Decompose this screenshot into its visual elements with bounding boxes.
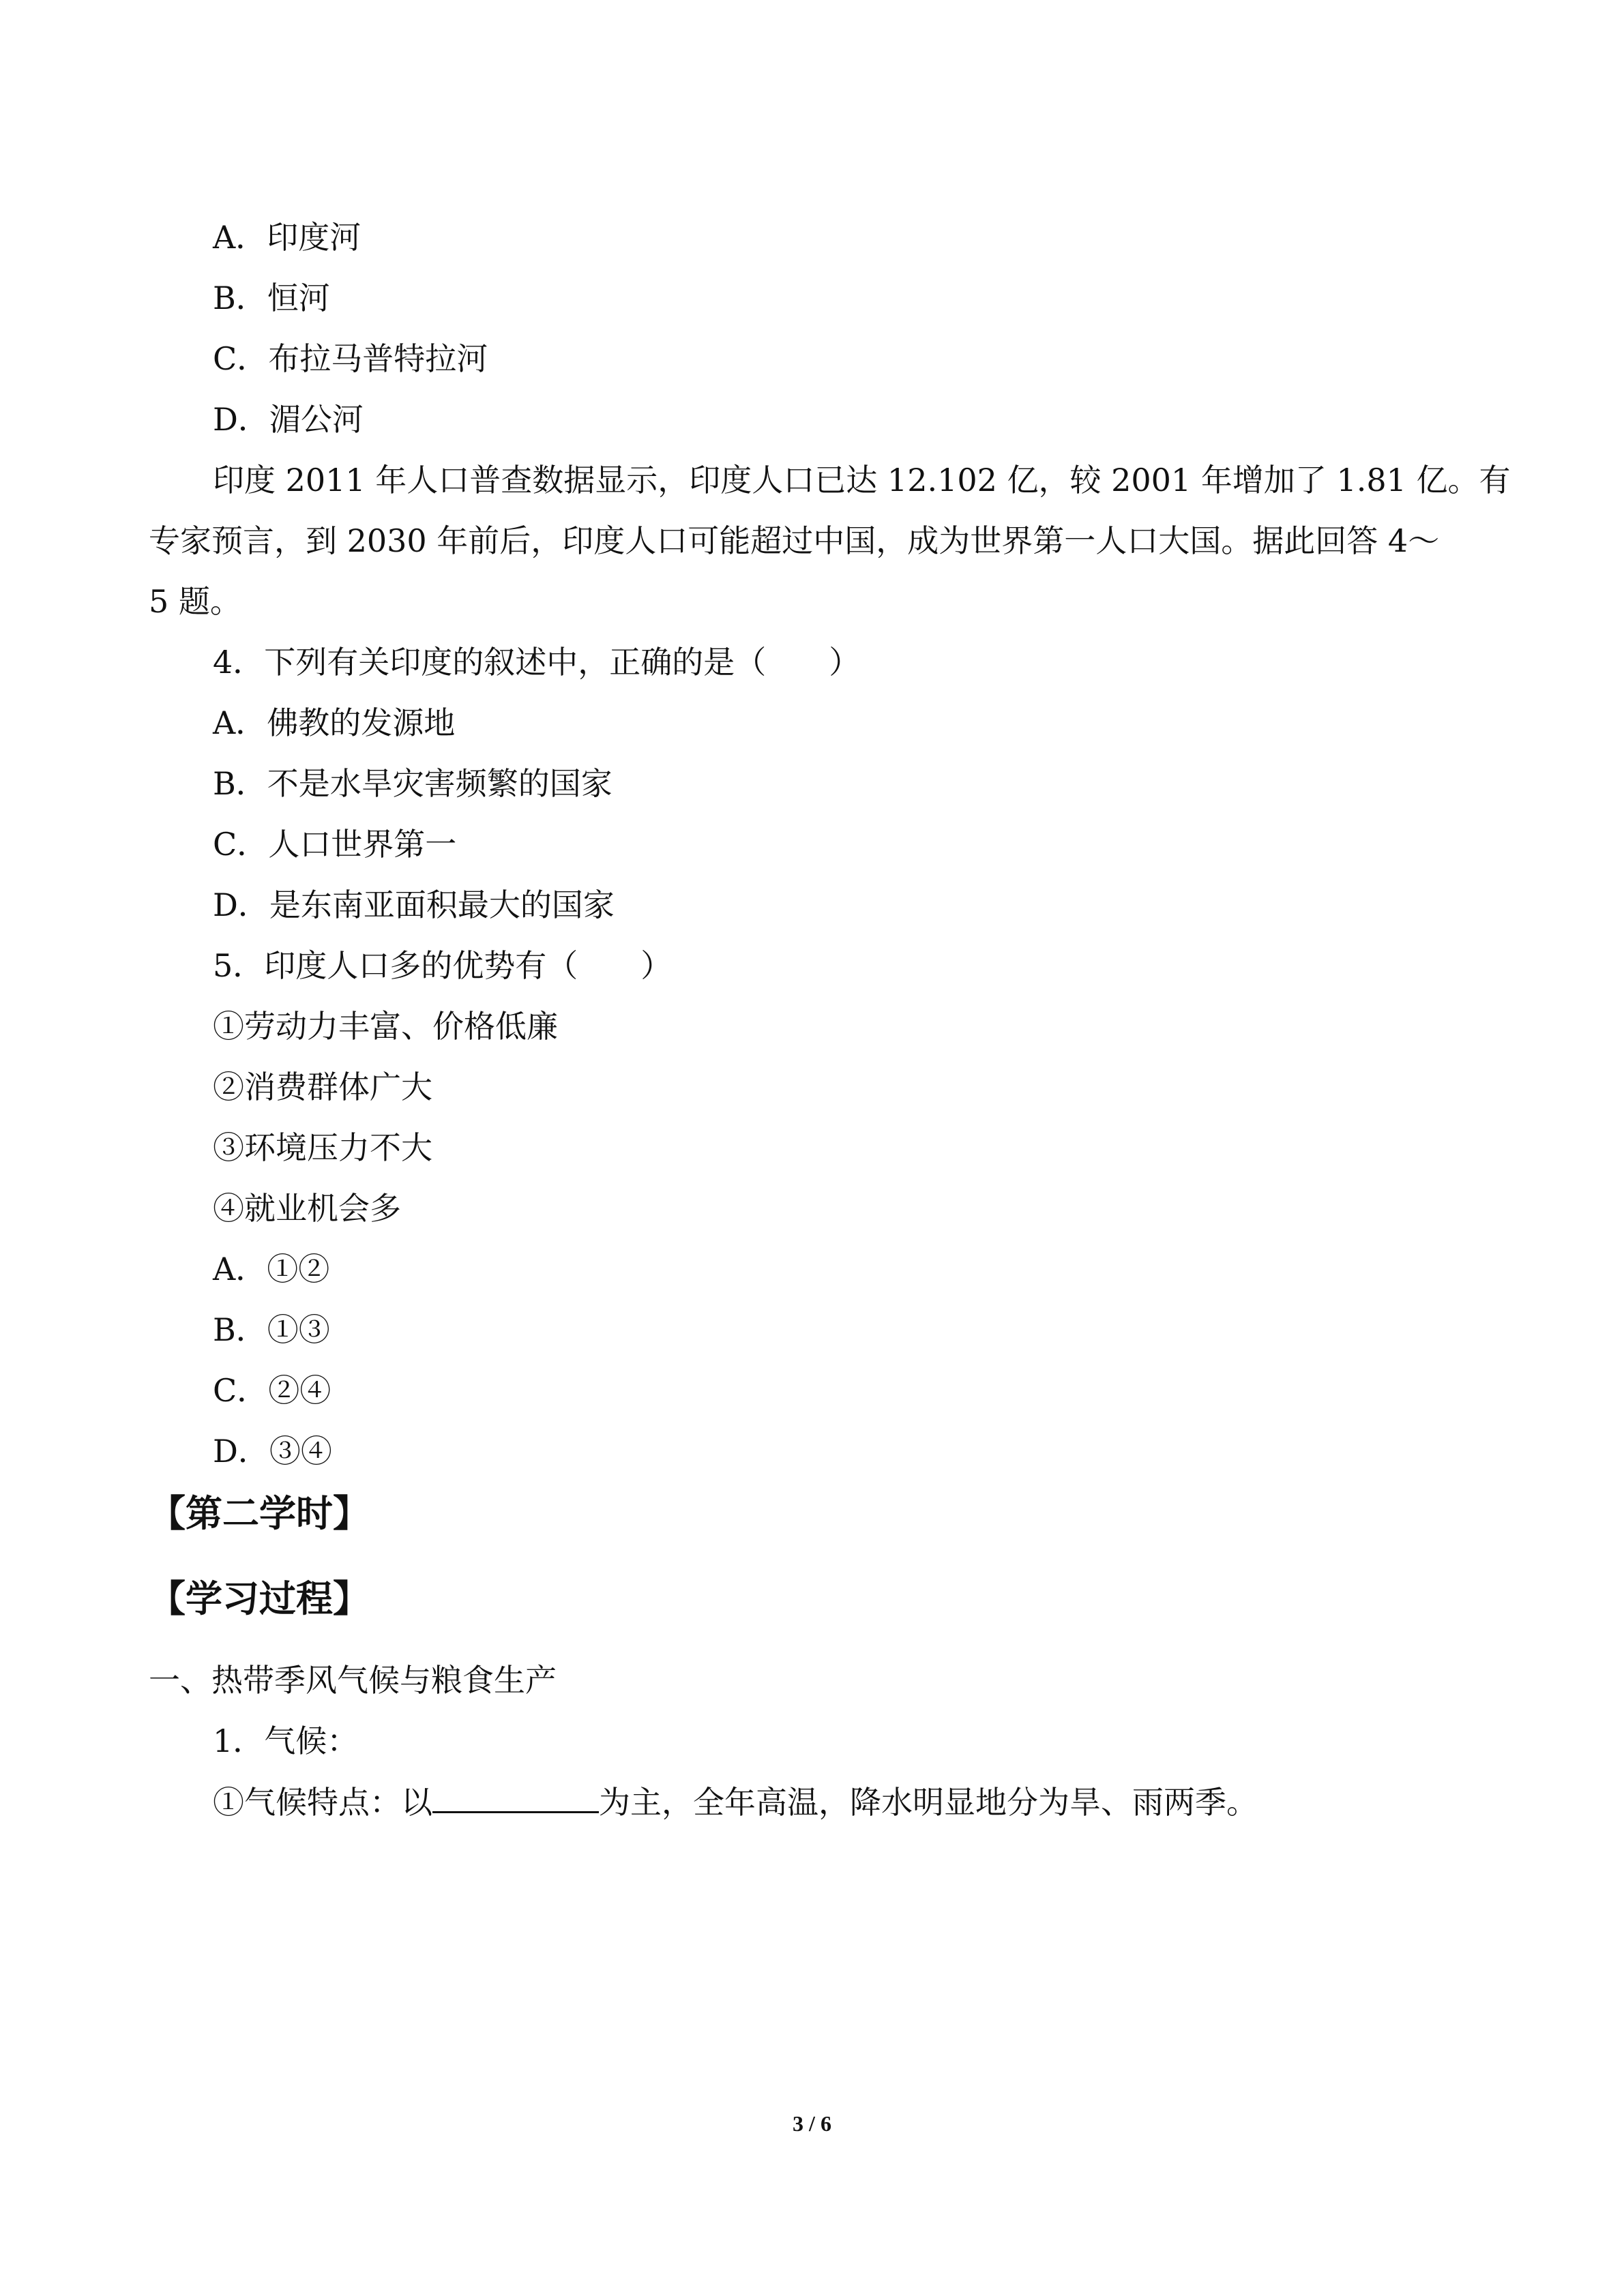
q5-option-c: C．②④ <box>213 1372 331 1409</box>
q4-option-b: B．不是水旱灾害频繁的国家 <box>213 765 612 802</box>
section-1-title: 一、热带季风气候与粮食生产 <box>149 1662 557 1699</box>
page-number: 3 / 6 <box>793 2111 831 2136</box>
q5-option-a: A．①② <box>213 1251 330 1287</box>
q5-option-d: D．③④ <box>213 1433 332 1470</box>
fill-prefix: ①气候特点：以 <box>213 1784 432 1821</box>
q3-option-d: D．湄公河 <box>213 401 364 438</box>
q5-item-2: ②消费群体广大 <box>213 1069 432 1105</box>
heading-lesson-2: 【第二学时】 <box>149 1492 370 1535</box>
q5-stem: 5．印度人口多的优势有（ ） <box>213 947 673 984</box>
q5-item-4: ④就业机会多 <box>213 1190 401 1227</box>
passage-line-3: 5 题。 <box>149 583 241 620</box>
q4-stem: 4．下列有关印度的叙述中，正确的是（ ） <box>213 644 861 681</box>
section-1-sub-1: 1．气候： <box>213 1723 359 1759</box>
q4-option-c: C．人口世界第一 <box>213 826 457 863</box>
q5-item-3: ③环境压力不大 <box>213 1129 432 1166</box>
q3-option-a: A．印度河 <box>213 219 361 256</box>
q3-option-b: B．恒河 <box>213 280 330 316</box>
q5-option-b: B．①③ <box>213 1311 330 1348</box>
passage-line-2: 专家预言，到 2030 年前后，印度人口可能超过中国，成为世界第一人口大国。据此回答 4～ <box>149 522 1440 559</box>
heading-learning-process: 【学习过程】 <box>149 1577 370 1620</box>
climate-feature-line <box>213 1781 1258 1823</box>
q3-option-c: C．布拉马普特拉河 <box>213 340 488 377</box>
passage-line-1: 印度 2011 年人口普查数据显示，印度人口已达 12.102 亿，较 2001 年增加了 1.81 亿。有 <box>213 462 1511 498</box>
fill-suffix: 为主，全年高温，降水明显地分为旱、雨两季。 <box>599 1784 1258 1821</box>
q4-option-a: A．佛教的发源地 <box>213 704 456 741</box>
q5-item-1: ①劳动力丰富、价格低廉 <box>213 1008 558 1045</box>
q4-option-d: D．是东南亚面积最大的国家 <box>213 886 615 923</box>
fill-blank[interactable] <box>432 1781 599 1813</box>
